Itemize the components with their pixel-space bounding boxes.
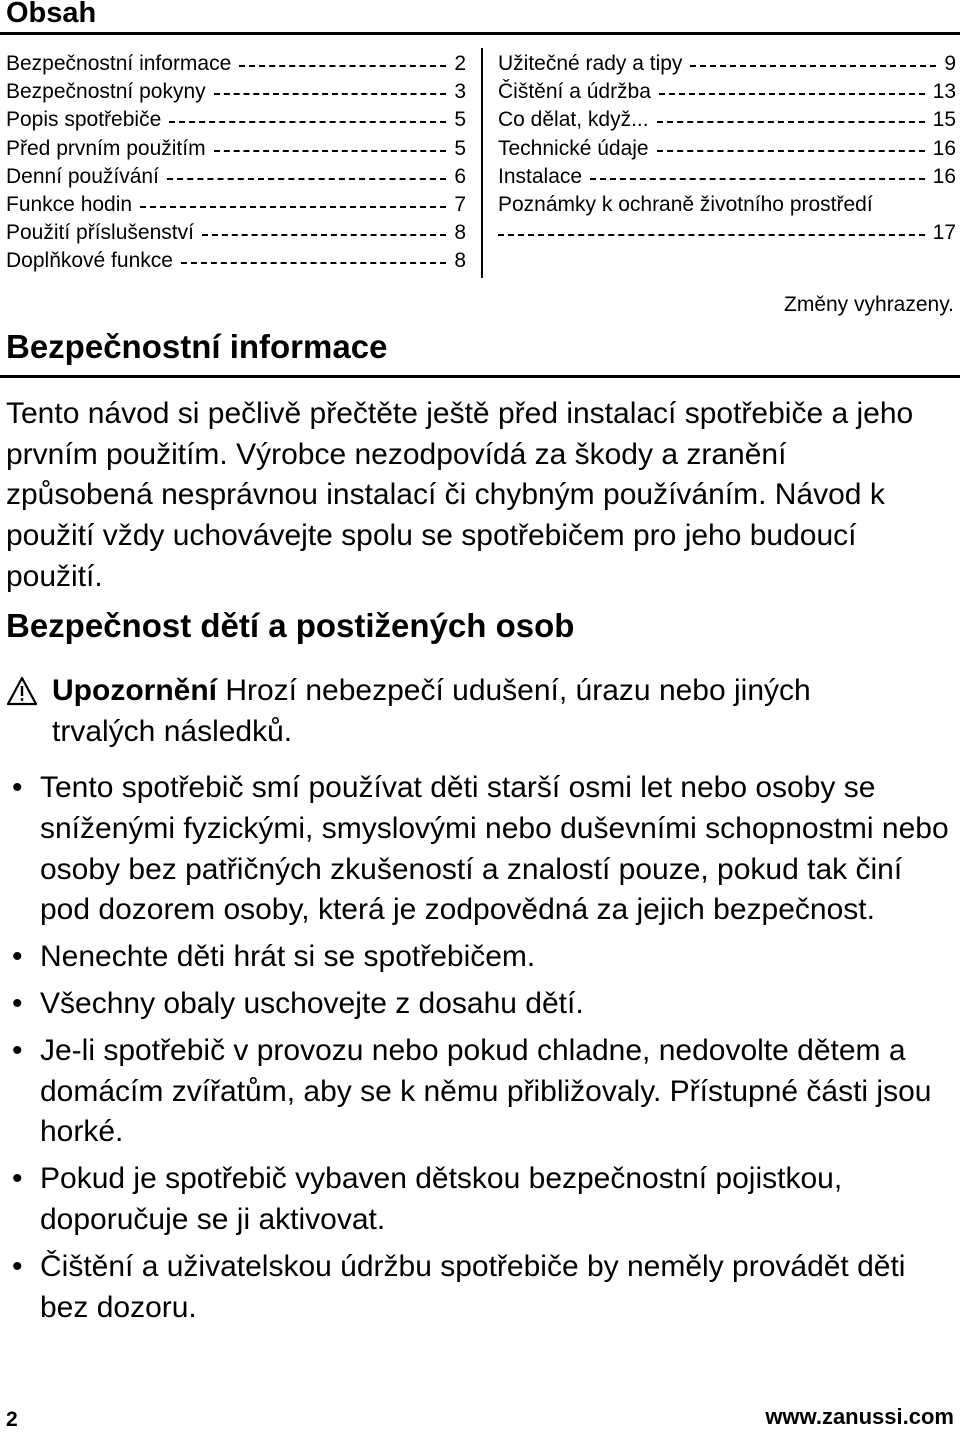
section-title: Bezpečnostní informace	[6, 328, 388, 365]
toc-entry[interactable]: Funkce hodin 7	[6, 192, 466, 216]
toc-entry[interactable]: Poznámky k ochraně životního prostředí	[498, 192, 873, 216]
toc-entry[interactable]: Čištění a údržba 13	[498, 80, 956, 104]
page-header	[0, 0, 960, 30]
bullet-icon: •	[12, 1249, 23, 1283]
bullet-icon: •	[12, 986, 23, 1020]
toc-entry-continuation: 17	[498, 219, 956, 247]
toc-column-divider	[481, 48, 483, 278]
toc-entry[interactable]: Denní používání 6	[6, 164, 466, 188]
warning-triangle-icon	[6, 676, 38, 706]
subsection-title: Bezpečnost dětí a postižených osob	[6, 607, 575, 644]
toc-entry[interactable]: Před prvním použitím 5	[6, 136, 466, 160]
page-number: 2	[6, 1408, 18, 1431]
bullet-icon: •	[12, 940, 23, 974]
toc-left-column	[6, 50, 466, 276]
list-item: • Čištění a uživatelskou údržbu spotřebiče by neměly provádět děti bez dozoru.	[6, 1247, 950, 1329]
changes-reserved-note: Změny vyhrazeny.	[784, 293, 954, 316]
bullet-icon: •	[12, 771, 23, 804]
toc-heading: Obsah	[6, 0, 97, 29]
toc-entry[interactable]: Technické údaje 16	[498, 136, 956, 160]
warning-message: Hrozí nebezpečí udušení, úrazu nebo jiných trvalých následků.	[52, 674, 811, 748]
list-item: • Všechny obaly uschovejte z dosahu dětí.	[6, 984, 950, 1025]
list-item: • Nenechte děti hrát si se spotřebičem.	[6, 937, 950, 978]
warning-text	[6, 670, 906, 752]
list-item: • Je-li spotřebič v provozu nebo pokud chladne, nedovolte dětem a domácím zvířatům, aby se k němu přibližovaly. Přístupné části jsou horké.	[6, 1031, 950, 1153]
bullet-icon: •	[12, 1033, 23, 1067]
toc-entry[interactable]: Užitečné rady a tipy 9	[498, 52, 956, 75]
safety-bullet-list	[6, 768, 950, 1334]
header-rule	[0, 32, 960, 35]
toc-entry[interactable]: Popis spotřebiče 5	[6, 108, 466, 132]
intro-paragraph: Tento návod si pečlivě přečtěte ještě před instalací spotřebiče a jeho prvním použitím. Výrobce nezodpovídá za škody a zranění způsobená nesprávnou instalací či chybným používáním. Návod k použití vždy uchovávejte spolu se spotřebičem pro jeho budoucí použití.	[6, 397, 914, 593]
toc-entry[interactable]: Bezpečnostní pokyny 3	[6, 80, 466, 104]
section-rule	[0, 375, 960, 378]
toc-entry[interactable]: Instalace 16	[498, 164, 956, 188]
warning-label: Upozornění	[52, 674, 217, 707]
list-item: • Tento spotřebič smí používat děti starší osmi let nebo osoby se sníženými fyzickými, smyslovými nebo duševními schopnostmi nebo osoby bez patřičných zkušeností a znalostí pouze, pokud tak činí pod dozorem osoby, která je zodpovědná za jejich bezpečnost.	[6, 768, 950, 931]
warning-block	[6, 670, 906, 752]
bullet-icon: •	[12, 1162, 23, 1196]
toc-entry[interactable]: Doplňkové funkce 8	[6, 249, 466, 273]
toc-right-column	[498, 50, 956, 247]
list-item: • Pokud je spotřebič vybaven dětskou bezpečnostní pojistkou, doporučuje se ji aktivovat.	[6, 1159, 950, 1241]
toc-entry[interactable]: Co dělat, když... 15	[498, 108, 956, 132]
toc-entry[interactable]: Bezpečnostní informace 2	[6, 52, 466, 75]
footer-url-link[interactable]: www.zanussi.com	[765, 1404, 954, 1429]
toc-entry[interactable]: Použití příslušenství 8	[6, 221, 466, 245]
